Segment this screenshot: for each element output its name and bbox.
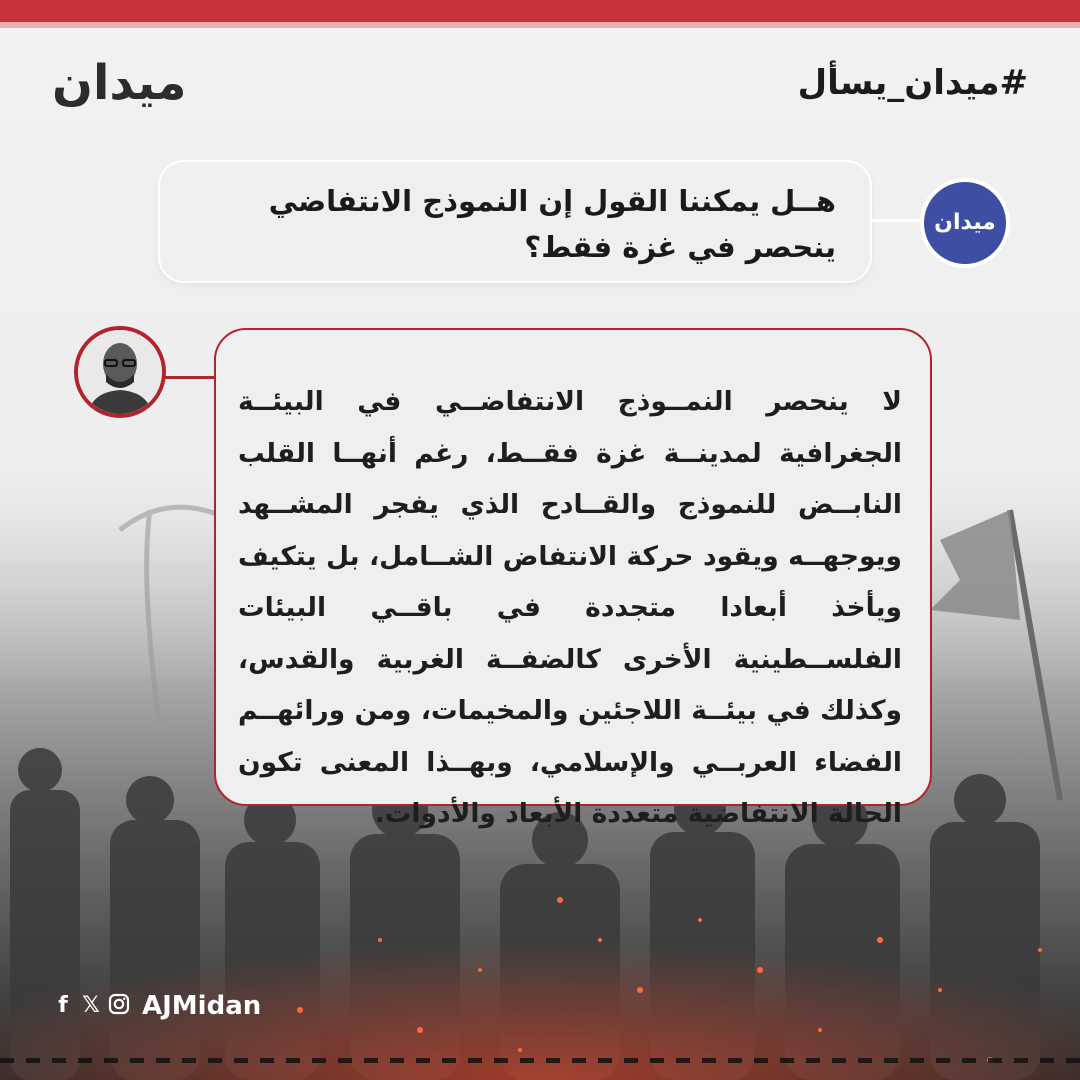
question-connector <box>870 219 924 222</box>
midan-logo: ميدان <box>52 55 187 111</box>
speaker-avatar <box>74 326 166 418</box>
instagram-icon[interactable] <box>108 993 130 1019</box>
top-accent-bar <box>0 0 1080 22</box>
answer-connector <box>164 376 220 379</box>
social-bar <box>52 988 261 1024</box>
question-text: هــل يمكننا القول إن النموذج الانتفاضي ينحصر في غزة فقط؟ <box>268 184 836 264</box>
person-portrait-icon <box>78 330 162 414</box>
answer-text: لا ينحصر النمــوذج الانتفاضــي في البيئــة الجغرافية لمدينــة غزة فقــط، رغم أنهــا القلب النابــض للنموذج والقــادح الذي يفجر المشــهد ويوجهــه ويقود حركة الانتفاض الشــامل، بل يتكيف ويأخذ أبعادا متجددة في باقــي البيئات الفلســطينية الأخرى كالضفــة الغربية والقدس، وكذلك في بيئــة اللاجئين والمخيمات، ومن ورائهــم الفضاء العربــي والإسلامي، وبهــذا المعنى تكون الحالة الانتفاضية متعددة الأبعاد والأدوات. <box>238 386 902 829</box>
hashtag-title: #ميدان_يسأل <box>797 63 1028 103</box>
answer-bubble <box>214 328 932 829</box>
question-bubble <box>158 160 872 283</box>
midan-avatar <box>920 178 1010 268</box>
midan-avatar-label: ميدان <box>934 210 996 235</box>
x-icon[interactable]: 𝕏 <box>82 993 100 1018</box>
top-accent-shadow <box>0 22 1080 28</box>
bottom-dashed-line <box>0 1058 1080 1063</box>
facebook-icon[interactable]: f <box>58 993 68 1018</box>
social-handle[interactable]: AJMidan <box>142 991 262 1021</box>
